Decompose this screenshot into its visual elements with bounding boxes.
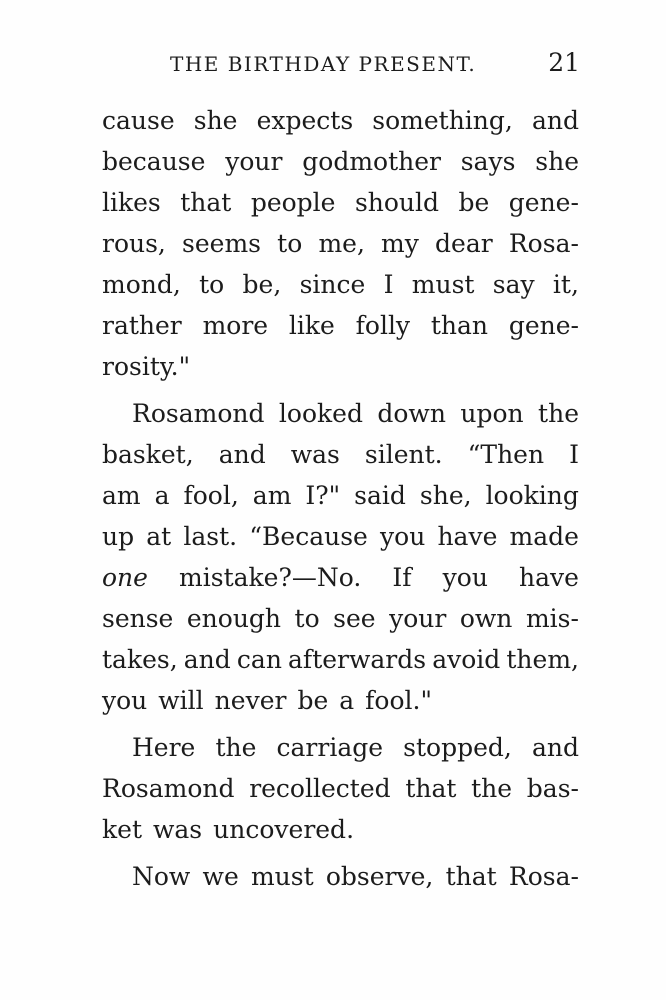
word: down	[377, 399, 446, 428]
word: see	[333, 604, 376, 633]
text-line	[102, 223, 579, 264]
word: observe,	[325, 862, 434, 891]
text-line	[102, 141, 579, 182]
word: say	[492, 270, 535, 299]
paragraph	[102, 856, 579, 897]
page-number: 21	[548, 48, 580, 77]
word: gene-	[508, 188, 579, 217]
word: that	[180, 188, 232, 217]
word: a	[154, 481, 170, 510]
word: and	[531, 733, 579, 762]
word: bas-	[526, 774, 579, 803]
word: to	[277, 229, 303, 258]
word: dear	[435, 229, 493, 258]
word: likes	[102, 188, 161, 217]
word: it,	[552, 270, 579, 299]
text-line	[102, 305, 579, 346]
word: the	[471, 774, 513, 803]
word: takes,	[102, 645, 178, 674]
word: the	[538, 399, 579, 428]
word: my	[381, 229, 419, 258]
text-line	[102, 557, 579, 598]
word: people	[250, 188, 336, 217]
text-line	[102, 100, 579, 141]
word: last.	[183, 522, 238, 551]
word: I?"	[305, 481, 341, 510]
word: looked	[278, 399, 363, 428]
word: should	[354, 188, 440, 217]
word: I	[569, 440, 579, 469]
word: have	[437, 522, 498, 551]
text-line	[102, 264, 579, 305]
word: If	[392, 563, 412, 592]
text-line	[102, 346, 579, 387]
text-line	[102, 809, 579, 850]
word: you	[380, 522, 426, 551]
word: stopped,	[403, 733, 512, 762]
word: gene-	[508, 311, 579, 340]
word: like	[288, 311, 335, 340]
word: at	[146, 522, 172, 551]
word: Rosa-	[508, 229, 579, 258]
word: sense	[102, 604, 174, 633]
text-line	[102, 434, 579, 475]
word: never	[214, 686, 287, 715]
word: said	[354, 481, 406, 510]
word: cause	[102, 106, 175, 135]
word: am	[102, 481, 141, 510]
word: upon	[460, 399, 524, 428]
text-line	[102, 475, 579, 516]
word: have	[519, 563, 579, 592]
word: and	[218, 440, 266, 469]
word: Here	[132, 733, 196, 762]
word: rosity."	[102, 352, 191, 381]
word: own	[459, 604, 513, 633]
word: that	[445, 862, 497, 891]
word: fool,	[183, 481, 239, 510]
word: mistake?—No.	[179, 563, 362, 592]
running-title: THE BIRTHDAY PRESENT.	[170, 52, 477, 76]
word-italic: one	[102, 563, 148, 592]
word: your	[389, 604, 447, 633]
word: you	[442, 563, 488, 592]
word: must	[411, 270, 475, 299]
word: mis-	[525, 604, 579, 633]
word: be,	[242, 270, 282, 299]
word: avoid	[432, 645, 501, 674]
text-line	[102, 516, 579, 557]
word: me,	[318, 229, 365, 258]
word: something,	[372, 106, 513, 135]
word: says	[460, 147, 516, 176]
word: to	[294, 604, 320, 633]
word: basket,	[102, 440, 194, 469]
text-line	[102, 727, 579, 768]
word: recollected	[249, 774, 391, 803]
text-line	[102, 598, 579, 639]
text-line	[102, 856, 579, 897]
word: and	[531, 106, 579, 135]
text-line	[102, 639, 579, 680]
word: seems	[182, 229, 262, 258]
word: them,	[506, 645, 579, 674]
word: Rosa-	[508, 862, 579, 891]
word: folly	[355, 311, 411, 340]
word: expects	[256, 106, 354, 135]
text-line	[102, 680, 579, 721]
text-line	[102, 182, 579, 223]
word: was	[153, 815, 203, 844]
word: Rosamond	[132, 399, 265, 428]
word: to	[199, 270, 225, 299]
word: can	[236, 645, 282, 674]
word: uncovered.	[213, 815, 355, 844]
word: rather	[102, 311, 182, 340]
word: we	[202, 862, 239, 891]
word: mond,	[102, 270, 181, 299]
word: that	[405, 774, 457, 803]
word: ket	[102, 815, 142, 844]
word: you	[102, 686, 148, 715]
word: afterwards	[288, 645, 427, 674]
word: will	[158, 686, 204, 715]
word: and	[183, 645, 231, 674]
word: because	[102, 147, 206, 176]
word: a	[339, 686, 355, 715]
word: made	[509, 522, 579, 551]
paragraph	[102, 393, 579, 721]
word: enough	[186, 604, 282, 633]
word: rous,	[102, 229, 166, 258]
word: since	[299, 270, 366, 299]
text-line	[102, 393, 579, 434]
word: more	[202, 311, 269, 340]
word: than	[430, 311, 489, 340]
word: she	[193, 106, 238, 135]
body-text	[102, 100, 579, 897]
word: was	[290, 440, 340, 469]
word: Rosamond	[102, 774, 235, 803]
running-head	[160, 48, 580, 78]
word: “Then	[467, 440, 545, 469]
word: up	[102, 522, 135, 551]
word: fool."	[365, 686, 432, 715]
word: Now	[132, 862, 191, 891]
word: silent.	[364, 440, 443, 469]
word: your	[225, 147, 283, 176]
word: “Because	[249, 522, 368, 551]
word: she	[535, 147, 579, 176]
word: must	[250, 862, 314, 891]
paragraph	[102, 727, 579, 850]
word: I	[383, 270, 394, 299]
word: she,	[419, 481, 472, 510]
text-line	[102, 768, 579, 809]
word: am	[252, 481, 292, 510]
word: carriage	[276, 733, 384, 762]
word: godmother	[302, 147, 441, 176]
word: be	[297, 686, 329, 715]
paragraph	[102, 100, 579, 387]
word: be	[458, 188, 490, 217]
word: the	[215, 733, 257, 762]
word: looking	[485, 481, 579, 510]
